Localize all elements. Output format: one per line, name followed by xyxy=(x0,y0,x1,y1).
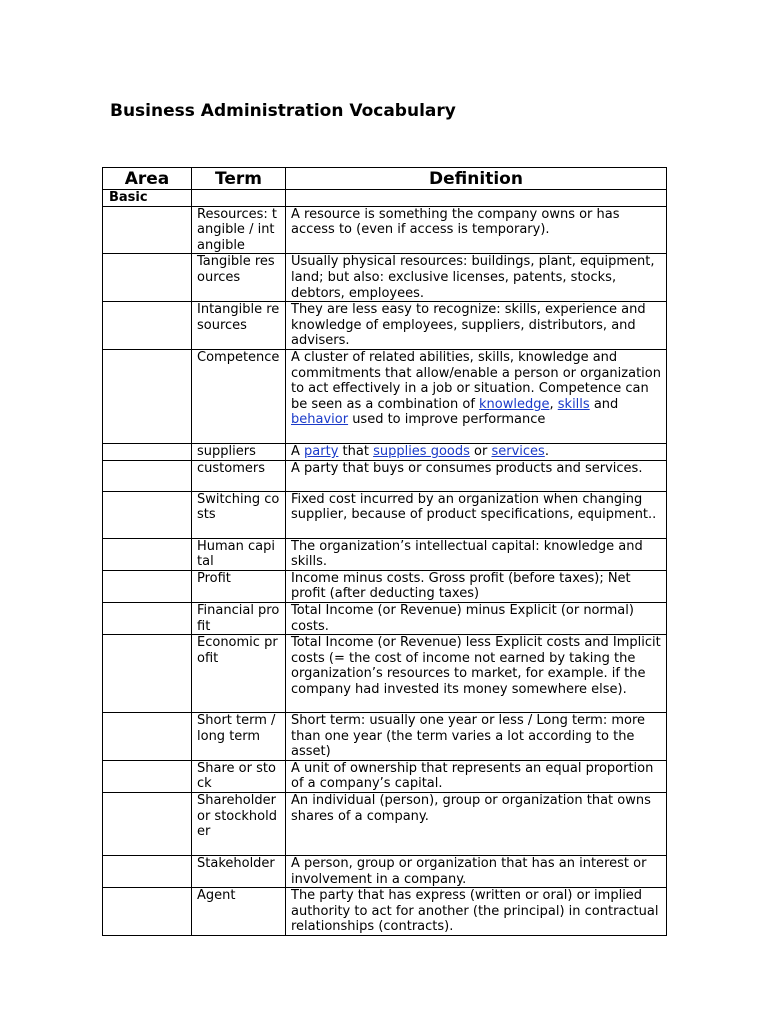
definition-cell: A party that buys or consumes products and services. xyxy=(286,460,667,491)
area-cell xyxy=(103,602,192,634)
definition-cell xyxy=(286,349,667,443)
empty-cell xyxy=(286,190,667,207)
definition-cell: Short term: usually one year or less / Long term: more than one year (the term varies a lot according to the asset) xyxy=(286,713,667,761)
area-cell xyxy=(103,713,192,761)
link-supplies-goods[interactable]: supplies goods xyxy=(373,443,470,459)
area-cell xyxy=(103,254,192,302)
definition-text: or xyxy=(469,443,492,459)
term-cell: suppliers xyxy=(192,443,286,460)
area-cell xyxy=(103,538,192,570)
area-cell xyxy=(103,491,192,538)
term-cell: Resources: tangible / intangible xyxy=(192,206,286,254)
term-cell: Competence xyxy=(192,349,286,443)
area-cell xyxy=(103,793,192,856)
header-definition: Definition xyxy=(286,168,667,190)
definition-cell: The party that has express (written or oral) or implied authority to act for another (the principal) in contractual relationships (contracts). xyxy=(286,888,667,936)
header-term: Term xyxy=(192,168,286,190)
table-row xyxy=(103,570,667,602)
table-row xyxy=(103,793,667,856)
header-area: Area xyxy=(103,168,192,190)
table-row xyxy=(103,254,667,302)
definition-text: used to improve performance xyxy=(348,412,546,428)
definition-cell: Income minus costs. Gross profit (before taxes); Net profit (after deducting taxes) xyxy=(286,570,667,602)
term-cell: Share or stock xyxy=(192,760,286,792)
term-cell: Shareholder or stockholder xyxy=(192,793,286,856)
table-row xyxy=(103,491,667,538)
link-behavior[interactable]: behavior xyxy=(291,412,349,428)
table-header-row xyxy=(103,168,667,190)
table-row xyxy=(103,635,667,713)
term-cell: Intangible resources xyxy=(192,302,286,350)
link-knowledge[interactable]: knowledge xyxy=(479,396,550,412)
area-cell xyxy=(103,349,192,443)
link-services[interactable]: services xyxy=(491,443,545,459)
table-row xyxy=(103,856,667,888)
definition-cell: Fixed cost incurred by an organization when changing supplier, because of product specifications, equipment.. xyxy=(286,491,667,538)
term-cell: Human capital xyxy=(192,538,286,570)
table-row xyxy=(103,538,667,570)
area-cell xyxy=(103,635,192,713)
term-cell: Agent xyxy=(192,888,286,936)
definition-text: A cluster of related abilities, skills, knowledge and commitments that allow/enable a person or organization to act effectively in a job or situation. Competence can be seen as a combination of xyxy=(291,349,661,412)
definition-text: and xyxy=(589,396,619,412)
area-cell xyxy=(103,888,192,936)
table-row xyxy=(103,888,667,936)
definition-cell: They are less easy to recognize: skills, experience and knowledge of employees, suppliers, distributors, and advisers. xyxy=(286,302,667,350)
definition-text: . xyxy=(544,443,549,459)
term-cell: Switching costs xyxy=(192,491,286,538)
definition-cell: Usually physical resources: buildings, plant, equipment, land; but also: exclusive licenses, patents, stocks, debtors, employees. xyxy=(286,254,667,302)
area-cell xyxy=(103,302,192,350)
table-row xyxy=(103,713,667,761)
definition-cell: A resource is something the company owns or has access to (even if access is temporary). xyxy=(286,206,667,254)
table-row xyxy=(103,760,667,792)
table-row xyxy=(103,302,667,350)
term-cell: Economic profit xyxy=(192,635,286,713)
link-party[interactable]: party xyxy=(304,443,339,459)
definition-text: A xyxy=(291,443,305,459)
term-cell: Stakeholder xyxy=(192,856,286,888)
table-row xyxy=(103,460,667,491)
area-cell xyxy=(103,760,192,792)
table-row xyxy=(103,443,667,460)
table-row xyxy=(103,602,667,634)
link-skills[interactable]: skills xyxy=(557,396,590,412)
vocabulary-table xyxy=(102,167,667,936)
definition-cell: An individual (person), group or organization that owns shares of a company. xyxy=(286,793,667,856)
definition-cell: The organization’s intellectual capital: knowledge and skills. xyxy=(286,538,667,570)
definition-cell: Total Income (or Revenue) less Explicit costs and Implicit costs (= the cost of income not earned by taking the organization’s resources to market, for example. if the company had invested its money somewhere else). xyxy=(286,635,667,713)
section-row xyxy=(103,190,667,207)
definition-cell: A unit of ownership that represents an equal proportion of a company’s capital. xyxy=(286,760,667,792)
definition-text: that xyxy=(338,443,374,459)
area-cell-basic: Basic xyxy=(103,190,192,207)
term-cell: Financial profit xyxy=(192,602,286,634)
term-cell: Tangible resources xyxy=(192,254,286,302)
term-cell: Short term / long term xyxy=(192,713,286,761)
definition-cell: A person, group or organization that has an interest or involvement in a company. xyxy=(286,856,667,888)
definition-cell xyxy=(286,443,667,460)
term-cell: Profit xyxy=(192,570,286,602)
definition-cell: Total Income (or Revenue) minus Explicit (or normal) costs. xyxy=(286,602,667,634)
area-cell xyxy=(103,856,192,888)
area-cell xyxy=(103,443,192,460)
table-row xyxy=(103,206,667,254)
term-cell: customers xyxy=(192,460,286,491)
document-title: Business Administration Vocabulary xyxy=(110,101,456,121)
definition-text: , xyxy=(549,396,558,412)
empty-cell xyxy=(192,190,286,207)
table-row xyxy=(103,349,667,443)
area-cell xyxy=(103,460,192,491)
area-cell xyxy=(103,206,192,254)
area-cell xyxy=(103,570,192,602)
